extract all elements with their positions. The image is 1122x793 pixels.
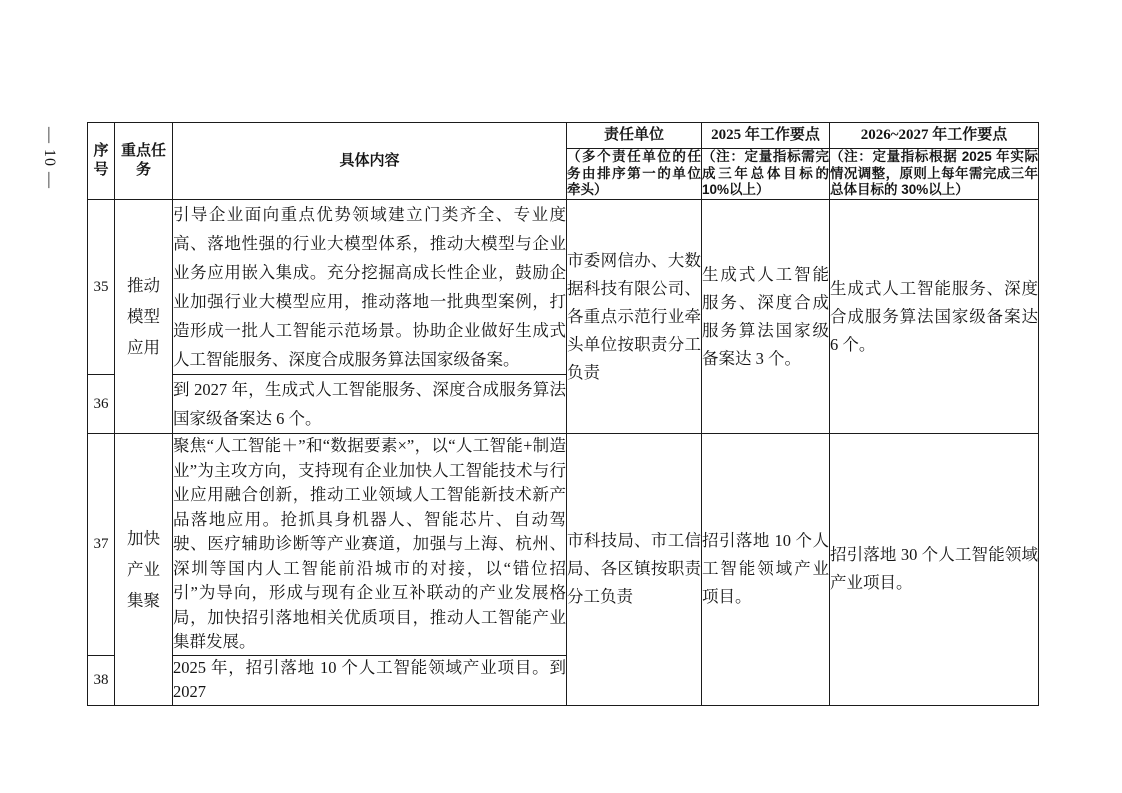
header-2025 [702,123,830,149]
group-2-unit: 市科技局、市工信局、各区镇按职责分工负责 [567,434,702,706]
header-2026-2027-label: 2026~2027 年工作要点 [860,127,1008,143]
group-1-task-label: 推动模型应用 [127,276,160,357]
row-37-seq: 37 [88,434,115,656]
row-35-content: 引导企业面向重点优势领域建立门类齐全、专业度高、落地性强的行业大模型体系，推动大模型与企业业务应用嵌入集成。充分挖掘高成长性企业，鼓励企业加强行业大模型应用，推动落地一批典型案例，打造形成一批人工智能示范场景。协助企业做好生成式人工智能服务、深度合成服务算法国家级备案。 [173,200,567,375]
row-36-seq: 36 [88,375,115,434]
row-35-seq: 35 [88,200,115,375]
header-2026-2027-note: （注：定量指标根据 2025 年实际情况调整，原则上每年需完成三年总体目标的 30%以上） [830,149,1039,200]
header-unit [567,123,702,149]
header-2025-label: 2025 年工作要点 [711,127,820,143]
group-2-task [115,434,173,706]
row-38-seq: 38 [88,655,115,705]
header-seq-label: 序号 [93,143,109,178]
group-1-task [115,200,173,434]
row-37-content: 聚焦“人工智能＋”和“数据要素×”，以“人工智能+制造业”为主攻方向，支持现有企业加快人工智能技术与行业应用融合创新，推动工业领域人工智能新技术新产品落地应用。抢抓具身机器人、智能芯片、自动驾驶、医疗辅助诊断等产业赛道，加强与上海、杭州、深圳等国内人工智能前沿城市的对接，以“错位招引”为导向，形成与现有企业互补联动的产业发展格局，加快招引落地相关优质项目，推动人工智能产业集群发展。 [173,434,567,656]
header-2025-note: （注：定量指标需完成三年总体目标的 10%以上） [702,149,830,200]
header-task-label: 重点任务 [120,143,166,178]
header-2026-2027 [830,123,1039,149]
header-row-titles [88,123,1039,149]
header-content-label: 具体内容 [339,152,400,169]
header-unit-label: 责任单位 [603,127,664,143]
row-38-content: 2025 年，招引落地 10 个人工智能领域产业项目。到 2027 [173,655,567,705]
work-points-table [87,122,1039,706]
table-row-35 [88,200,1039,375]
table-row-37 [88,434,1039,656]
group-2-2025-point: 招引落地 10 个人工智能领域产业项目。 [702,434,830,706]
group-1-2026-2027-point: 生成式人工智能服务、深度合成服务算法国家级备案达 6 个。 [830,200,1039,434]
group-2-task-label: 加快产业集聚 [127,528,160,610]
group-1-2025-point: 生成式人工智能服务、深度合成服务算法国家级备案达 3 个。 [702,200,830,434]
row-36-content: 到 2027 年，生成式人工智能服务、深度合成服务算法国家级备案达 6 个。 [173,375,567,434]
page-number: — 10 — [41,127,58,189]
header-seq [88,123,115,200]
group-2-2026-2027-point: 招引落地 30 个人工智能领域产业项目。 [830,434,1039,706]
header-task [115,123,173,200]
header-unit-note: （多个责任单位的任务由排序第一的单位牵头） [567,149,702,200]
header-content [173,123,567,200]
group-1-unit: 市委网信办、大数据科技有限公司、各重点示范行业牵头单位按职责分工负责 [567,200,702,434]
